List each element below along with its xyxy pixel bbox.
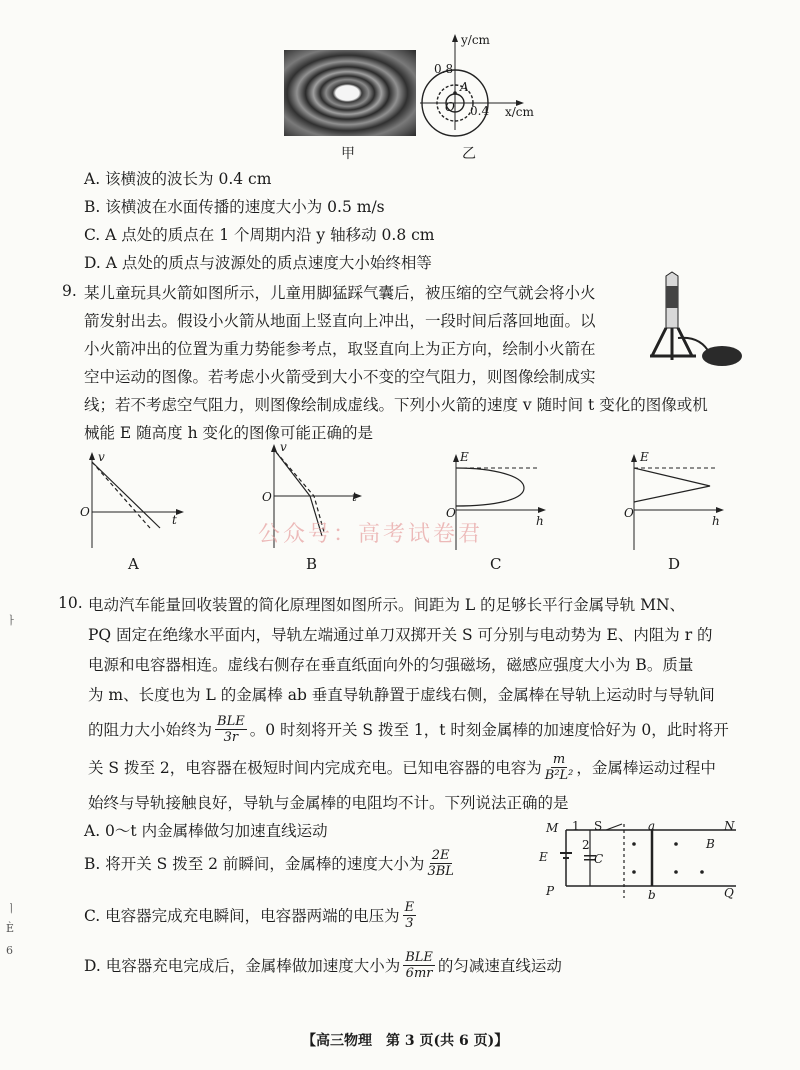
graph-d-y: E xyxy=(640,450,649,464)
q10-line6-pre: 关 S 拨至 2，电容器在极短时间内完成充电。已知电容器的电容为 xyxy=(88,758,542,777)
q10-option-c-text: C. 电容器完成充电瞬间，电容器两端的电压为 xyxy=(84,906,400,925)
page-footer: 【高三物理 第 3 页(共 6 页)】 xyxy=(302,1033,509,1049)
q10-line-5 xyxy=(88,714,729,745)
fraction-denominator: 6mr xyxy=(405,966,433,981)
q10-option-c xyxy=(84,900,419,931)
fraction-e-3 xyxy=(403,900,417,931)
q10-line5-post: 。0 时刻将开关 S 拨至 1，t 时刻金属棒的加速度恰好为 0，此时将开 xyxy=(249,720,729,739)
y-axis-label: y/cm xyxy=(461,33,490,47)
origin-label: O xyxy=(445,100,455,114)
diagram-caption: 乙 xyxy=(462,146,476,162)
graph-b-label: B xyxy=(306,555,318,573)
q10-line6-post: ，金属棒运动过程中 xyxy=(576,758,716,777)
margin-mark: 6 xyxy=(6,944,13,957)
circuit-label-2: 2 xyxy=(582,838,590,852)
graph-a-x: t xyxy=(172,513,177,527)
fraction-m-b2l2 xyxy=(545,752,574,783)
q8-option-a: A. 该横波的波长为 0.4 cm xyxy=(84,170,272,188)
margin-mark: È xyxy=(6,922,15,935)
fraction-denominator: 3BL xyxy=(427,864,454,879)
graph-a-label: A xyxy=(128,555,139,573)
q9-number: 9. xyxy=(62,282,77,300)
q8-option-b: B. 该横波在水面传播的速度大小为 0.5 m/s xyxy=(84,198,385,216)
q9-line-1: 某儿童玩具火箭如图所示，儿童用脚猛踩气囊后，被压缩的空气就会将小火 xyxy=(84,284,596,302)
q8-option-d: D. A 点处的质点与波源处的质点速度大小始终相等 xyxy=(84,254,432,272)
q10-option-b-text: B. 将开关 S 拨至 2 前瞬间，金属棒的速度大小为 xyxy=(84,854,425,873)
q10-option-d-post: 的匀减速直线运动 xyxy=(437,956,562,975)
fraction-denominator: B²L² xyxy=(544,768,574,783)
graph-c-label: C xyxy=(490,555,502,573)
circuit-diagram xyxy=(536,822,746,902)
graph-c-origin: O xyxy=(446,506,456,520)
q9-line-2: 箭发射出去。假设小火箭从地面上竖直向上冲出，一段时间后落回地面。以 xyxy=(84,312,596,330)
circuit-label-a: a xyxy=(648,819,656,833)
fraction-ble-3r xyxy=(215,714,247,745)
q10-line-6 xyxy=(88,752,716,783)
graph-a xyxy=(80,450,190,550)
q9-line-3: 小火箭冲出的位置为重力势能参考点，取竖直向上为正方向，绘制小火箭在 xyxy=(84,340,596,358)
q9-line-5: 线；若不考虑空气阻力，则图像绘制成虚线。下列小火箭的速度 v 随时间 t 变化的图像或机 xyxy=(84,396,708,414)
fraction-numerator: BLE xyxy=(217,714,245,729)
q10-line-7: 始终与导轨接触良好，导轨与金属棒的电阻均不计。下列说法正确的是 xyxy=(88,794,569,812)
fraction-denominator: 3r xyxy=(223,730,239,745)
graph-b-origin: O xyxy=(262,490,272,504)
fraction-numerator: 2E xyxy=(431,848,450,863)
q10-line-1: 电动汽车能量回收装置的简化原理图如图所示。间距为 L 的足够长平行金属导轨 MN、 xyxy=(88,596,686,614)
graph-d-x: h xyxy=(712,514,720,528)
photo-caption: 甲 xyxy=(341,146,355,162)
fraction-2e-3bl xyxy=(427,848,453,879)
q10-option-a: A. 0～t 内金属棒做匀加速直线运动 xyxy=(84,822,328,840)
graph-c-y: E xyxy=(460,450,469,464)
q10-option-b xyxy=(84,848,457,879)
margin-mark: ㅣ xyxy=(6,902,17,915)
fraction-ble-6mr xyxy=(403,950,435,981)
q10-number: 10. xyxy=(58,594,83,612)
graph-b-x: t xyxy=(352,490,357,504)
fraction-numerator: BLE xyxy=(405,950,433,965)
circuit-label-c: C xyxy=(594,852,604,866)
graph-a-y: v xyxy=(98,450,105,464)
q10-line-4: 为 m、长度也为 L 的金属棒 ab 垂直导轨静置于虚线右侧，金属棒在导轨上运动时与导轨间 xyxy=(88,686,715,704)
fraction-denominator: 3 xyxy=(405,916,414,931)
graph-b-y: v xyxy=(280,440,287,454)
circuit-label-e: E xyxy=(539,850,548,864)
ripple-photo xyxy=(284,50,416,136)
graph-d xyxy=(622,452,732,552)
circuit-label-p: P xyxy=(546,884,555,898)
circuit-label-s: S xyxy=(594,819,603,833)
circuit-label-1: 1 xyxy=(572,819,580,833)
graph-a-origin: O xyxy=(80,505,90,519)
toy-rocket-illustration xyxy=(638,268,748,378)
circuit-label-q: Q xyxy=(724,886,734,900)
q10-line-2: PQ 固定在绝缘水平面内，导轨左端通过单刀双掷开关 S 可分别与电动势为 E、内阻为 r 的 xyxy=(88,626,713,644)
q9-line-4: 空中运动的图像。若考虑小火箭受到大小不变的空气阻力，则图像绘制成实 xyxy=(84,368,596,386)
graph-d-label: D xyxy=(668,555,681,573)
q9-line-6: 械能 E 随高度 h 变化的图像可能正确的是 xyxy=(84,424,374,442)
circuit-label-m: M xyxy=(546,821,559,835)
margin-mark: ㅏ xyxy=(6,614,17,627)
graph-d-origin: O xyxy=(624,506,634,520)
fraction-numerator: E xyxy=(404,900,415,915)
tick-0.8: 0.8 xyxy=(434,62,454,76)
q8-option-c: C. A 点处的质点在 1 个周期内沿 y 轴移动 0.8 cm xyxy=(84,226,435,244)
circuit-label-b-field: B xyxy=(706,837,715,851)
x-axis-label: x/cm xyxy=(505,105,534,119)
q10-line-3: 电源和电容器相连。虚线右侧存在垂直纸面向外的匀强磁场，磁感应强度大小为 B。质量 xyxy=(88,656,694,674)
tick-0.4: 0.4 xyxy=(470,104,490,118)
circle-wave-diagram xyxy=(410,30,540,150)
q10-option-d xyxy=(84,950,562,981)
graph-c-x: h xyxy=(536,514,544,528)
watermark: 公众号：高考试卷君 xyxy=(258,522,484,547)
q10-line5-pre: 的阻力大小始终为 xyxy=(88,720,213,739)
circuit-label-b: b xyxy=(648,888,656,902)
point-a-label: A xyxy=(460,80,469,94)
q10-option-d-text: D. 电容器充电完成后，金属棒做加速度大小为 xyxy=(84,956,401,975)
fraction-numerator: m xyxy=(552,752,566,767)
circuit-label-n: N xyxy=(724,819,735,833)
